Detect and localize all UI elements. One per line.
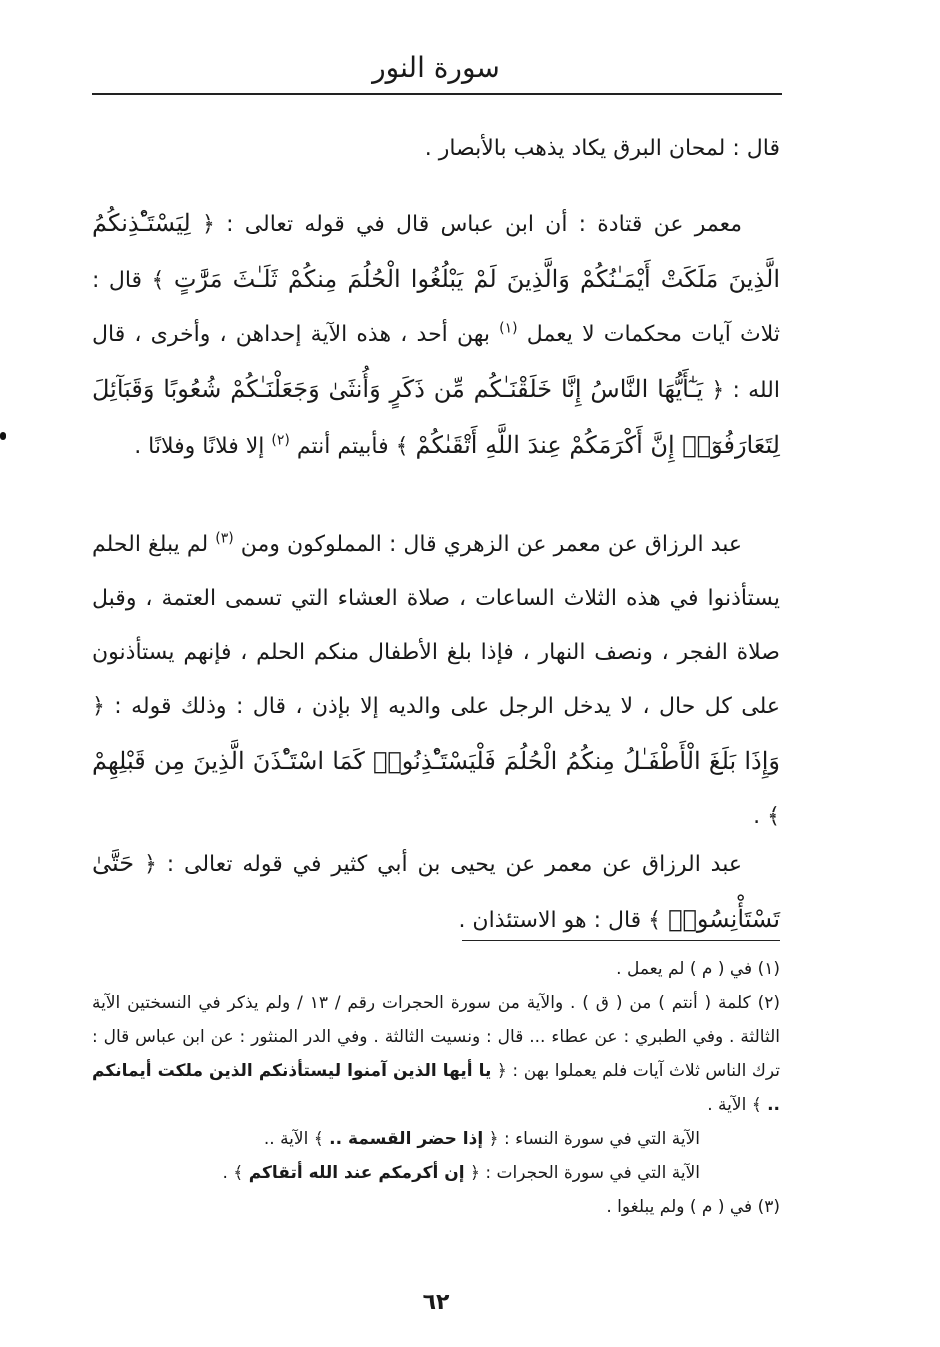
page-number: ٦٢ [422,1290,450,1315]
footnote-2-text: (٢) كلمة ( أنتم ) من ( ق ) . والآية من سورة الحجرات رقم / ١٣ / ولم يذكر في النسختين الآية الثالثة . وفي الطبري : عن عطاء ... قال : ونسيت الثالثة . وفي الدر المنثور : عن ابن عباس قال : ترك الناس ثلاث آيات فلم يعملوا بهن : ﴿ [92,993,781,1081]
quran-verse-2: يَـٰٓأَيُّهَا النَّاسُ إِنَّا خَلَقْنَـٰكُم مِّن ذَكَرٍ وَأُنثَىٰ وَجَعَلْنَـٰكُمْ شُعُوبًا وَقَبَآئِلَ لِتَعَارَفُوٓا۟ إِنَّ أَكْرَمَكُمْ عِندَ اللَّهِ أَتْقَىٰكُمْ [92,375,780,459]
footnote-ref-2: (٢) [271,432,290,449]
paragraph-3-start: عبد الرزاق عن معمر عن الزهري قال : المملوكون ومن [240,532,742,557]
footnote-2-hujurat-end: ﴾ . [222,1163,244,1183]
footnote-2-nisa-pre: الآية التي في سورة النساء : ﴿ [488,1129,700,1149]
footnote-2-nisa-quote: إذا حضر القسمة .. [329,1129,484,1149]
footnote-3: (٣) في ( م ) ولم يبلغوا . [606,1197,780,1217]
paragraph-2-line2b: بهن أحد ، هذه الآية إحداهن ، وأخرى ، قال الله : ﴿ [92,322,780,403]
quran-verse-3: وَإِذَا بَلَغَ الْأَطْفَـٰلُ مِنكُمُ الْحُلُمَ فَلْيَسْتَـْٔذِنُوا۟ كَمَا اسْتَـْٔذَنَ الَّذِينَ مِن قَبْلِهِمْ [92,747,780,775]
footnote-2-nisa-end: ﴾ الآية .. [263,1129,324,1149]
footnotes [92,952,780,1224]
paragraph-3-close: ﴾ . [753,804,780,829]
running-header-title: سورة النور [372,51,500,84]
paragraph-2-line3a: ﴾ فأبيتم أنتم [296,434,409,459]
footnote-2-end: ﴾ الآية . [707,1095,762,1115]
header-rule [92,93,782,95]
footnote-2-line-hujurat [92,1156,780,1190]
paragraph-3 [92,518,780,844]
footnote-1: (١) في ( م ) لم يعمل . [616,959,780,979]
quran-verse-4: حَتَّىٰ تَسْتَأْنِسُوا۟ [92,849,780,933]
paragraph-2-close: ﴾ [151,268,165,293]
paragraph-1 [92,122,780,176]
paragraph-4-start: عبد الرزاق عن معمر عن يحيى بن أبي كثير في قوله تعالى : ﴿ [143,852,742,877]
footnote-2-hujurat-pre: الآية التي في سورة الحجرات : ﴿ [470,1163,700,1183]
footnote-2 [92,986,780,1122]
paragraph-2 [92,196,780,474]
paragraph-1-text: قال : لمحان البرق يكاد يذهب بالأبصار . [424,136,780,161]
paragraph-4 [92,836,780,948]
footnote-2-hujurat-quote: إن أكرمكم عند الله أتقاكم [248,1163,465,1183]
footnote-ref-1: (١) [499,320,518,337]
paragraph-2-intro: معمر عن قتادة : أن ابن عباس قال في قوله تعالى : ﴿ [201,212,743,237]
footnote-2-quote: يا أيها الذين آمنوا ليستأذنكم الذين ملكت أيمانكم .. [92,1061,780,1115]
quran-verse-1: لِيَسْتَـْٔذِنكُمُ الَّذِينَ مَلَكَتْ أَيْمَـٰنُكُمْ وَالَّذِينَ لَمْ يَبْلُغُوا الْحُلُمَ مِنكُمْ ثَلَـٰثَ مَرَّٰتٍ [92,209,780,293]
paragraph-3-body: لم يبلغ الحلم يستأذنوا في هذه الثلاث الساعات ، صلاة العشاء التي تسمى العتمة ، وقبل صلاة الفجر ، ونصف النهار ، فإذا بلغ الأطفال منكم الحلم ، فإنهم يستأذنون على كل حال ، لا يدخل الرجل على والديه إلا بإذن ، قال : وذلك قوله : ﴿ [92,532,780,719]
margin-mark [0,432,6,440]
paragraph-2-line2a: قال : ثلاث آيات محكمات لا يعمل [92,268,780,347]
footnote-ref-3: (٣) [215,530,234,547]
footnote-separator [462,940,780,941]
paragraph-2-line3b: إلا فلانًا وفلانًا . [134,434,265,459]
footnote-2-line-nisa [92,1122,780,1156]
paragraph-4-end: ﴾ قال : هو الاستئذان . [458,908,662,933]
